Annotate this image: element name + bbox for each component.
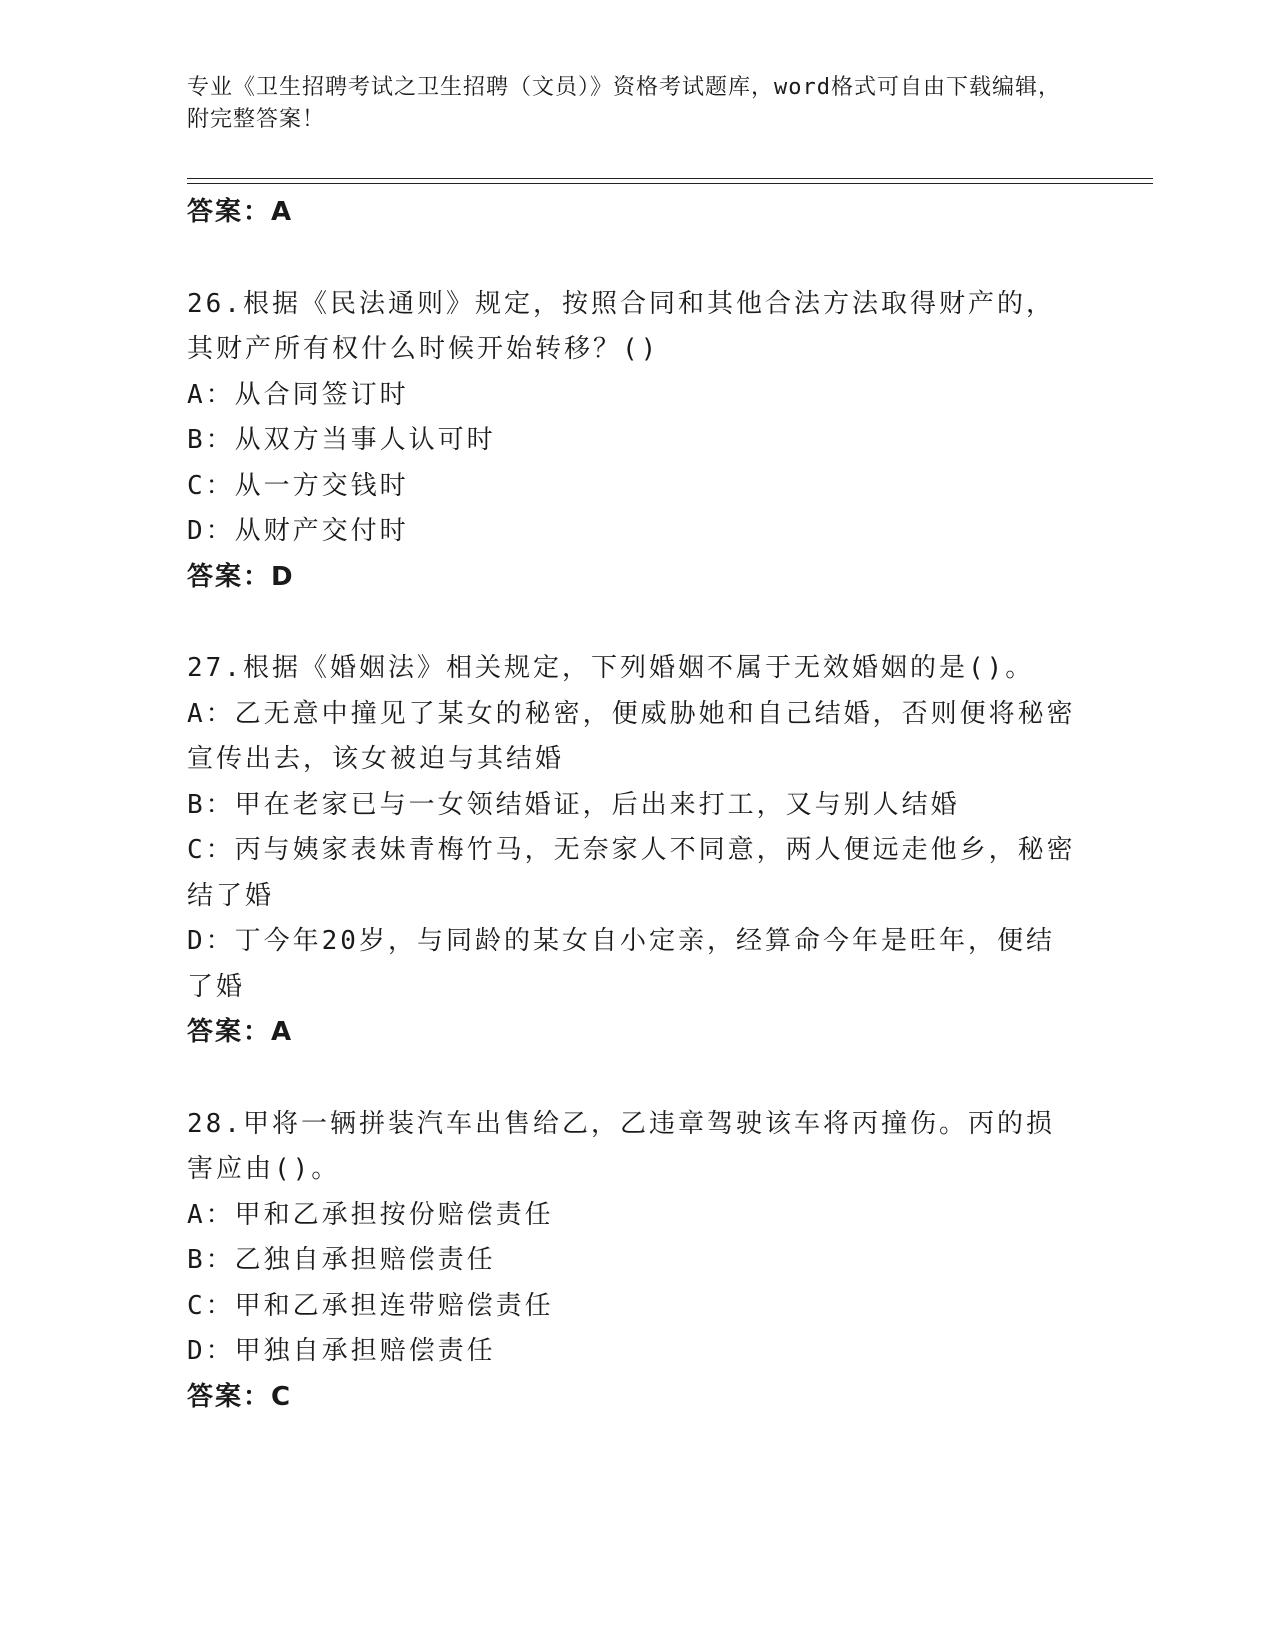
question-text: 28.甲将一辆拼装汽车出售给乙，乙违章驾驶该车将丙撞伤。丙的损害应由()。 bbox=[187, 1108, 1055, 1184]
header-rule-bottom bbox=[187, 183, 1153, 184]
option-a: A：甲和乙承担按份赔偿责任 bbox=[187, 1199, 554, 1230]
question-28 bbox=[187, 1102, 1077, 1421]
option-a: A：乙无意中撞见了某女的秘密，便威胁她和自己结婚，否则便将秘密宣传出去，该女被迫与其结婚 bbox=[187, 698, 1076, 774]
option-a: A：从合同签订时 bbox=[187, 379, 409, 410]
option-c: C：甲和乙承担连带赔偿责任 bbox=[187, 1290, 554, 1321]
question-list bbox=[187, 190, 1077, 1420]
document-header: 专业《卫生招聘考试之卫生招聘（文员）》资格考试题库，word格式可自由下载编辑，附完整答案！ bbox=[187, 75, 1061, 132]
option-d: D：丁今年20岁，与同龄的某女自小定亲，经算命今年是旺年，便结了婚 bbox=[187, 926, 1055, 1002]
option-d: D：从财产交付时 bbox=[187, 516, 409, 546]
answer-value: A bbox=[271, 197, 294, 227]
header-rule-top bbox=[187, 178, 1153, 179]
option-b: B：甲在老家已与一女领结婚证，后出来打工，又与别人结婚 bbox=[187, 789, 960, 820]
question-text: 27.根据《婚姻法》相关规定，下列婚姻不属于无效婚姻的是()。 bbox=[187, 653, 1035, 683]
question-27 bbox=[187, 646, 1077, 1056]
answer-value: A bbox=[271, 1017, 294, 1047]
answer-line bbox=[187, 190, 1077, 236]
option-b: B：从双方当事人认可时 bbox=[187, 425, 496, 455]
answer-value: D bbox=[271, 561, 295, 592]
option-c: C：丙与姨家表妹青梅竹马，无奈家人不同意，两人便远走他乡，秘密结了婚 bbox=[187, 835, 1076, 911]
question-26 bbox=[187, 282, 1077, 601]
answer-value: C bbox=[271, 1381, 293, 1412]
option-d: D：甲独自承担赔偿责任 bbox=[187, 1336, 496, 1366]
answer-line bbox=[187, 1375, 1077, 1421]
answer-line bbox=[187, 1010, 1077, 1056]
question-text: 26.根据《民法通则》规定，按照合同和其他合法方法取得财产的，其财产所有权什么时候开始转移？() bbox=[187, 288, 1055, 364]
answer-line bbox=[187, 555, 1077, 601]
answer-label: 答案： bbox=[187, 1017, 272, 1047]
option-b: B：乙独自承担赔偿责任 bbox=[187, 1245, 496, 1275]
answer-label: 答案： bbox=[187, 561, 272, 592]
answer-label: 答案： bbox=[187, 1381, 272, 1412]
answer-label: 答案： bbox=[187, 197, 272, 227]
option-c: C：从一方交钱时 bbox=[187, 470, 409, 501]
